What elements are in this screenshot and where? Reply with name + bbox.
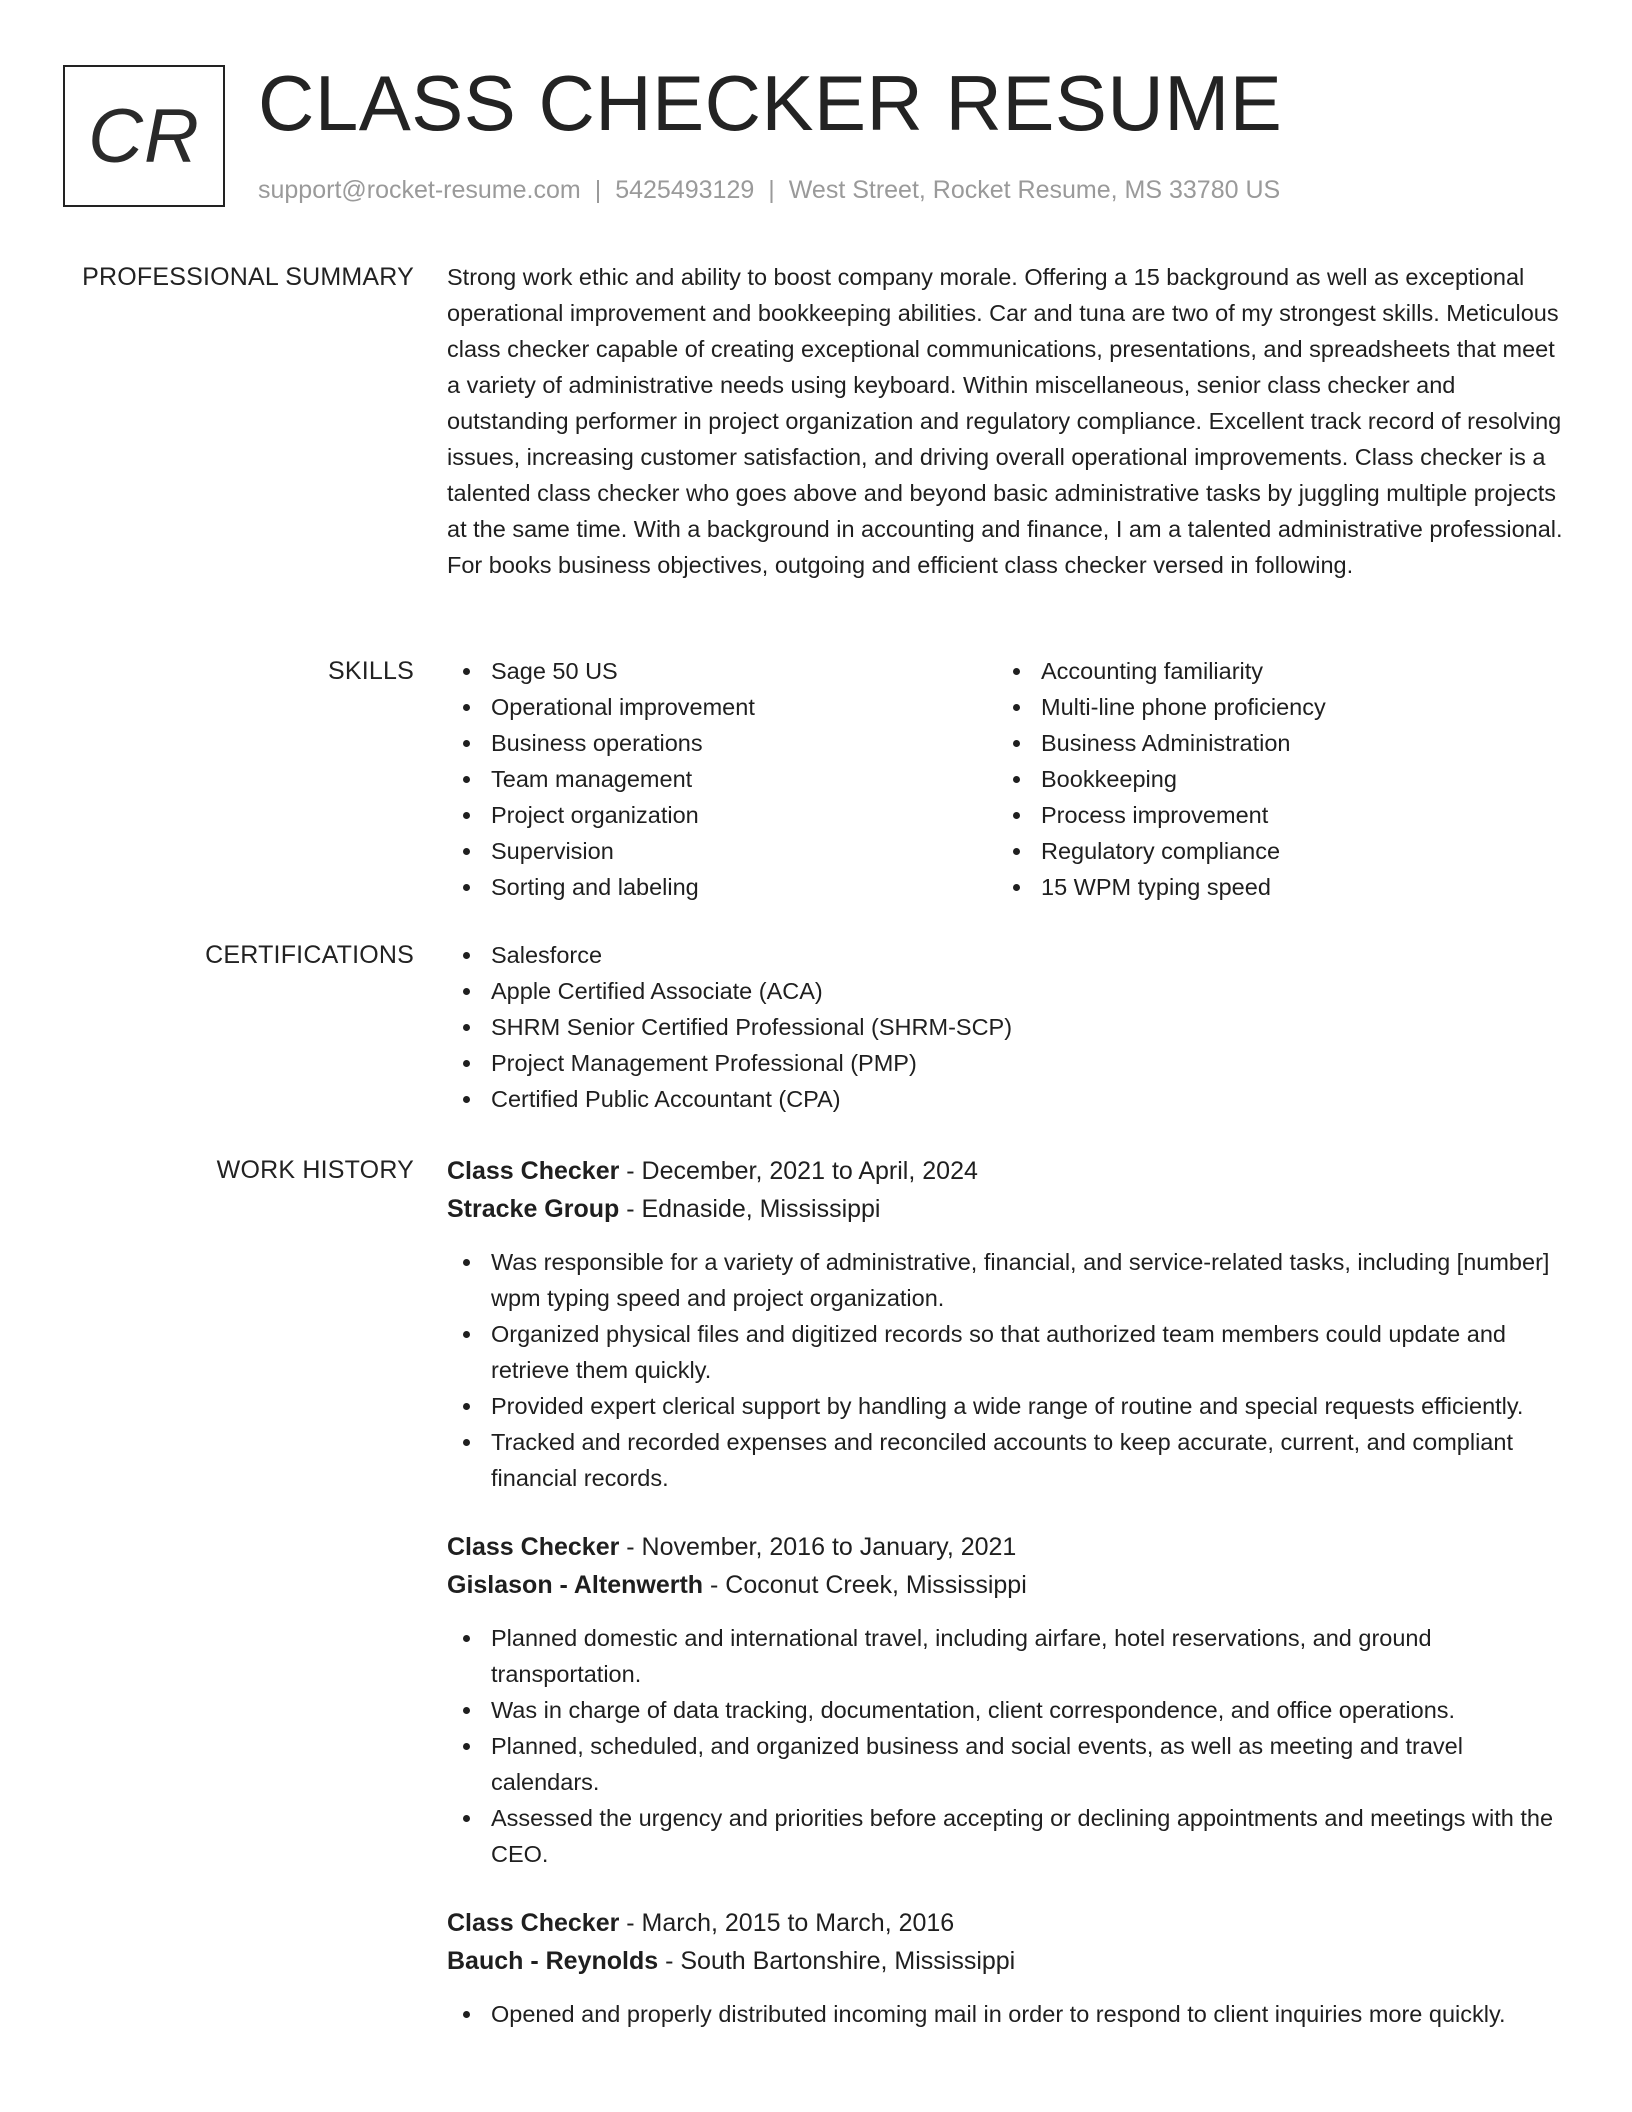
job-title: Class Checker [447, 1157, 620, 1185]
section-heading-work-history: WORK HISTORY [216, 1156, 414, 1184]
job-bullet: Tracked and recorded expenses and reconciled accounts to keep accurate, current, and compliant financial records. [447, 1424, 1567, 1496]
job-bullet: Opened and properly distributed incoming mail in order to respond to client inquiries more quickly. [447, 1996, 1567, 2032]
contact-phone[interactable]: 5425493129 [615, 176, 755, 204]
section-heading-certifications: CERTIFICATIONS [205, 941, 414, 969]
job-title-line [447, 1152, 1567, 1190]
certifications-body [447, 937, 1567, 1117]
job-company-line [447, 1190, 1567, 1228]
job-entry [447, 1528, 1567, 1872]
certification-item: SHRM Senior Certified Professional (SHRM-SCP) [447, 1009, 1567, 1045]
job-bullet: Provided expert clerical support by handling a wide range of routine and special requests efficiently. [447, 1388, 1567, 1424]
skill-item: Project organization [447, 797, 997, 833]
skill-item: Multi-line phone proficiency [997, 689, 1547, 725]
certifications-list [447, 937, 1567, 1117]
job-bullet: Organized physical files and digitized records so that authorized team members could update and retrieve them quickly. [447, 1316, 1567, 1388]
job-bullets [447, 1620, 1567, 1872]
job-location: - Coconut Creek, Mississippi [703, 1571, 1027, 1599]
skill-item: Bookkeeping [997, 761, 1547, 797]
skill-item: Accounting familiarity [997, 653, 1547, 689]
job-dates: - December, 2021 to April, 2024 [619, 1157, 978, 1185]
job-company-line [447, 1942, 1567, 1980]
job-dates: - March, 2015 to March, 2016 [619, 1909, 955, 1937]
job-bullet: Was responsible for a variety of administrative, financial, and service-related tasks, including [number] wpm typing speed and project organization. [447, 1244, 1567, 1316]
job-title-line [447, 1904, 1567, 1942]
skill-item: Regulatory compliance [997, 833, 1547, 869]
job-entry [447, 1904, 1567, 2032]
skill-item: 15 WPM typing speed [997, 869, 1547, 905]
work-history-body [447, 1152, 1567, 2032]
contact-address: West Street, Rocket Resume, MS 33780 US [788, 176, 1281, 204]
job-company: Bauch - Reynolds [447, 1947, 659, 1975]
contact-separator: | [594, 176, 602, 204]
monogram-logo: CR [63, 65, 225, 207]
contact-email[interactable]: support@rocket-resume.com [258, 176, 581, 204]
skills-body [447, 653, 1567, 905]
skills-grid [447, 653, 1567, 905]
skill-item: Process improvement [997, 797, 1547, 833]
contact-separator: | [768, 176, 775, 204]
section-heading-summary: PROFESSIONAL SUMMARY [82, 263, 414, 291]
job-bullet: Planned domestic and international travel, including airfare, hotel reservations, and ground transportation. [447, 1620, 1567, 1692]
certification-item: Certified Public Accountant (CPA) [447, 1081, 1567, 1117]
contact-line [258, 175, 1280, 205]
job-entry [447, 1152, 1567, 1496]
skill-item: Business Administration [997, 725, 1547, 761]
skill-item: Sage 50 US [447, 653, 997, 689]
job-company: Stracke Group [447, 1195, 620, 1223]
job-bullets [447, 1996, 1567, 2032]
summary-body [447, 259, 1567, 583]
job-bullet: Assessed the urgency and priorities before accepting or declining appointments and meetings with the CEO. [447, 1800, 1567, 1872]
skill-item: Business operations [447, 725, 997, 761]
certification-item: Project Management Professional (PMP) [447, 1045, 1567, 1081]
skill-item: Operational improvement [447, 689, 997, 725]
summary-text: Strong work ethic and ability to boost company morale. Offering a 15 background as well as exceptional operational improvement and bookkeeping abilities. Car and tuna are two of my strongest skills. Meticulous class checker capable of creating exceptional communications, presentations, and spreadsheets that meet a variety of administrative needs using keyboard. Within miscellaneous, senior class checker and outstanding performer in project organization and regulatory compliance. Excellent track record of resolving issues, increasing customer satisfaction, and driving overall operational improvements. Class checker is a talented class checker who goes above and beyond basic administrative tasks by juggling multiple projects at the same time. With a background in accounting and finance, I am a talented administrative professional. For books business objectives, outgoing and efficient class checker versed in following. [447, 264, 1563, 578]
job-dates: - November, 2016 to January, 2021 [619, 1533, 1017, 1561]
skill-item: Team management [447, 761, 997, 797]
job-title-line [447, 1528, 1567, 1566]
job-bullets [447, 1244, 1567, 1496]
skills-right-list [997, 653, 1547, 905]
job-bullet: Planned, scheduled, and organized business and social events, as well as meeting and travel calendars. [447, 1728, 1567, 1800]
skill-item: Sorting and labeling [447, 869, 997, 905]
certification-item: Apple Certified Associate (ACA) [447, 973, 1567, 1009]
certification-item: Salesforce [447, 937, 1567, 973]
job-title: Class Checker [447, 1909, 620, 1937]
job-company-line [447, 1566, 1567, 1604]
skills-left-list [447, 653, 997, 905]
job-title: Class Checker [447, 1533, 620, 1561]
job-location: - Ednaside, Mississippi [619, 1195, 881, 1223]
job-company: Gislason - Altenwerth [447, 1571, 704, 1599]
page-title: CLASS CHECKER RESUME [258, 59, 1283, 147]
skill-item: Supervision [447, 833, 997, 869]
job-bullet: Was in charge of data tracking, documentation, client correspondence, and office operations. [447, 1692, 1567, 1728]
job-location: - South Bartonshire, Mississippi [658, 1947, 1016, 1975]
section-heading-skills: SKILLS [328, 657, 414, 685]
